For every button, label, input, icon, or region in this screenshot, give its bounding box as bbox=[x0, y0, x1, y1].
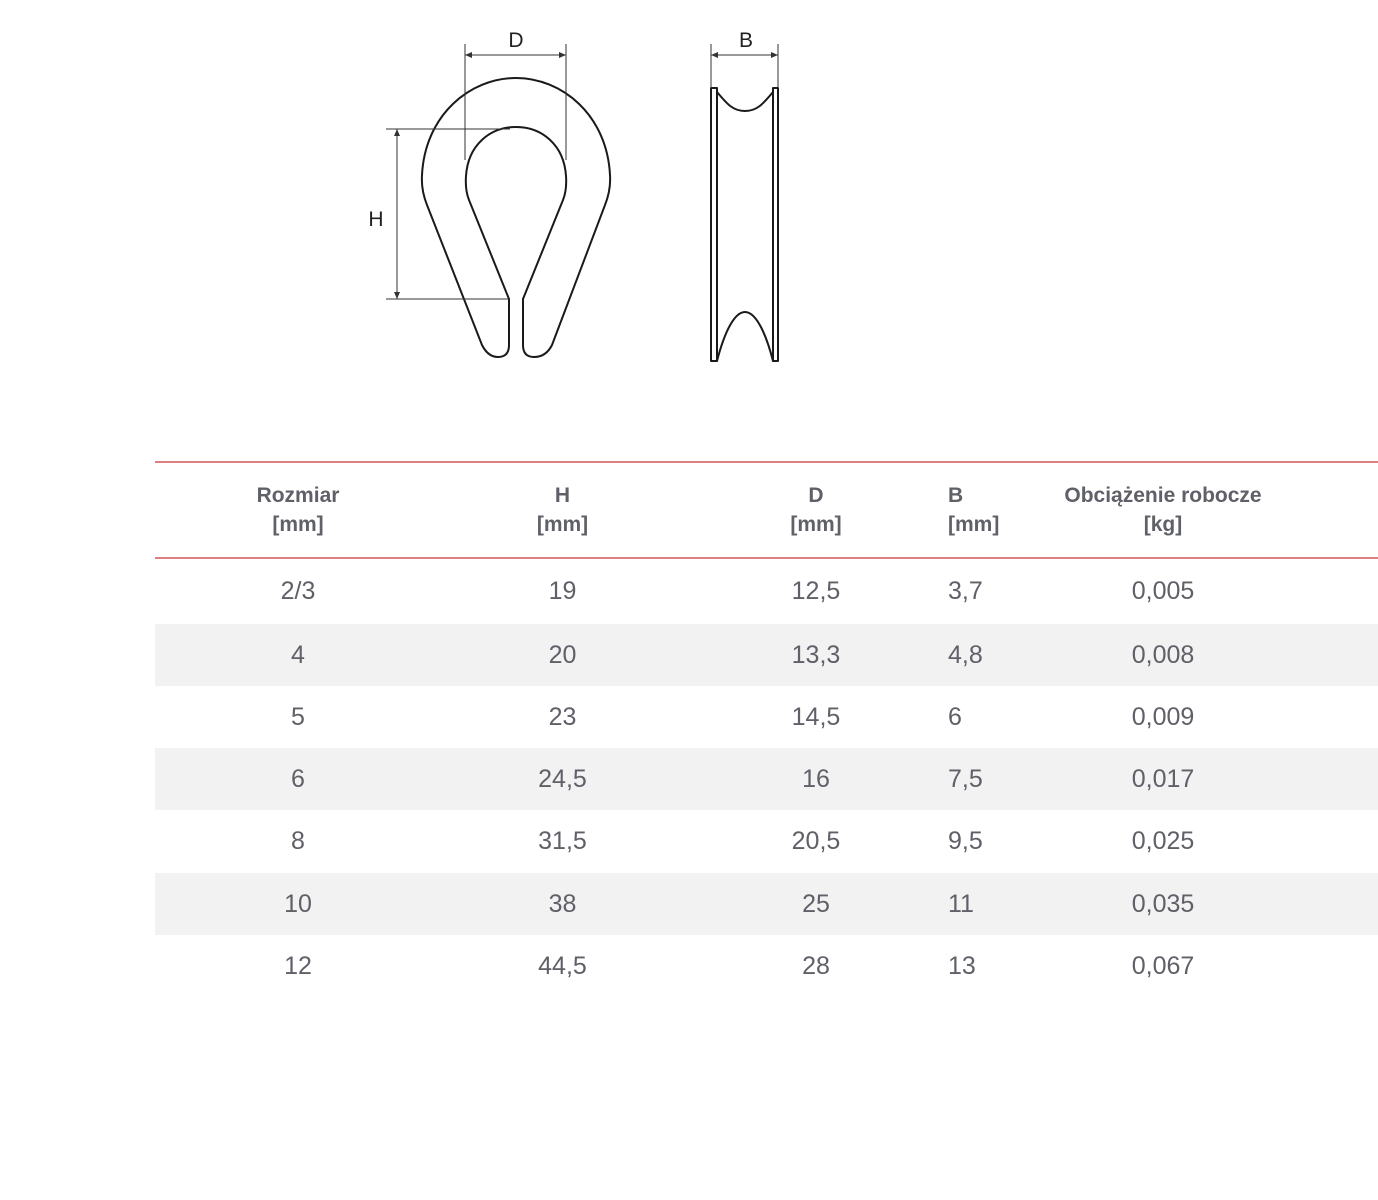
table-cell-obciazenie-robocze: 0,035 bbox=[948, 873, 1378, 935]
table-cell-d: 14,5 bbox=[791, 702, 841, 731]
table-cell-rozmiar: 6 bbox=[155, 748, 441, 810]
table-cell-d: 28 bbox=[802, 951, 830, 980]
table-row bbox=[155, 748, 1378, 810]
thimble-front-outer-outline bbox=[422, 78, 610, 357]
table-cell-rozmiar: 2/3 bbox=[280, 577, 316, 605]
thimble-front-inner-outline bbox=[466, 127, 566, 299]
table-cell-h: 38 bbox=[441, 873, 684, 935]
table-cell-obciazenie-robocze: 0,009 bbox=[1131, 702, 1195, 731]
table-row: 5 23 14,5 6 0,009 bbox=[155, 686, 1378, 748]
table-row bbox=[155, 624, 1378, 686]
table-cell-obciazenie-robocze: 0,008 bbox=[948, 624, 1378, 686]
header-obciazenie-robocze bbox=[948, 462, 1378, 558]
header-label: D bbox=[808, 484, 824, 507]
dimension-h-label: H bbox=[368, 208, 384, 231]
dimension-h-arrow-bottom bbox=[394, 292, 400, 299]
table-cell-h: 19 bbox=[548, 577, 577, 605]
table-row: 12 44,5 28 13 0,067 bbox=[155, 935, 1378, 997]
table-cell-obciazenie-robocze: 0,005 bbox=[1131, 577, 1195, 605]
table-cell-rozmiar: 4 bbox=[155, 624, 441, 686]
table-cell-h: 24,5 bbox=[441, 748, 684, 810]
header-d bbox=[684, 462, 948, 558]
table-cell-h: 44,5 bbox=[538, 951, 587, 980]
table-cell-obciazenie-robocze: 0,025 bbox=[1131, 827, 1195, 855]
dimension-d-arrow-left bbox=[465, 52, 472, 58]
table-cell-d: 25 bbox=[684, 873, 948, 935]
table-body bbox=[155, 558, 1378, 997]
dimension-d-label: D bbox=[508, 29, 524, 52]
table-cell-obciazenie-robocze: 0,017 bbox=[948, 748, 1378, 810]
table-row bbox=[155, 873, 1378, 935]
thimble-side-groove-top bbox=[717, 92, 773, 111]
table-cell-rozmiar: 12 bbox=[284, 951, 312, 980]
header-unit: [kg] bbox=[1143, 513, 1183, 536]
thimble-diagram bbox=[0, 0, 1200, 420]
table-cell-rozmiar: 5 bbox=[291, 702, 305, 731]
table-cell-d: 12,5 bbox=[791, 577, 841, 605]
dimension-b-label: B bbox=[738, 29, 754, 52]
header-label: H bbox=[554, 484, 571, 507]
specification-table bbox=[155, 461, 1378, 997]
header-unit: [mm] bbox=[536, 513, 589, 536]
table-cell-d: 20,5 bbox=[791, 827, 841, 855]
table-cell-h: 20 bbox=[441, 624, 684, 686]
table-cell-rozmiar: 8 bbox=[291, 827, 305, 855]
table-row: 8 31,5 20,5 9,5 0,025 bbox=[155, 810, 1378, 873]
header-row: Rozmiar [mm] H [mm] D [mm] B [mm] Obciążenie robocze [kg] bbox=[155, 462, 1378, 558]
table-cell-rozmiar: 10 bbox=[155, 873, 441, 935]
table-cell-d: 13,3 bbox=[684, 624, 948, 686]
dimension-d-arrow-right bbox=[559, 52, 566, 58]
table-row: 2/3 19 12,5 3,7 0,005 bbox=[155, 558, 1378, 624]
header-rozmiar bbox=[155, 462, 441, 558]
header-unit: [mm] bbox=[272, 513, 324, 536]
dimension-h-arrow-top bbox=[394, 129, 400, 136]
table-cell-h: 31,5 bbox=[538, 827, 587, 855]
dimension-b-arrow-left bbox=[711, 52, 718, 58]
thimble-side-outline bbox=[711, 88, 778, 361]
header-unit: [mm] bbox=[790, 513, 842, 536]
table-cell-h: 23 bbox=[548, 702, 577, 731]
header-label: Rozmiar bbox=[256, 484, 340, 507]
table-cell-obciazenie-robocze: 0,067 bbox=[1131, 951, 1195, 980]
header-label: Obciążenie robocze bbox=[1064, 484, 1262, 507]
thimble-side-groove-bottom bbox=[717, 312, 773, 361]
table-cell-d: 16 bbox=[684, 748, 948, 810]
dimension-b-arrow-right bbox=[771, 52, 778, 58]
table-header bbox=[155, 462, 1378, 558]
header-h bbox=[441, 462, 684, 558]
